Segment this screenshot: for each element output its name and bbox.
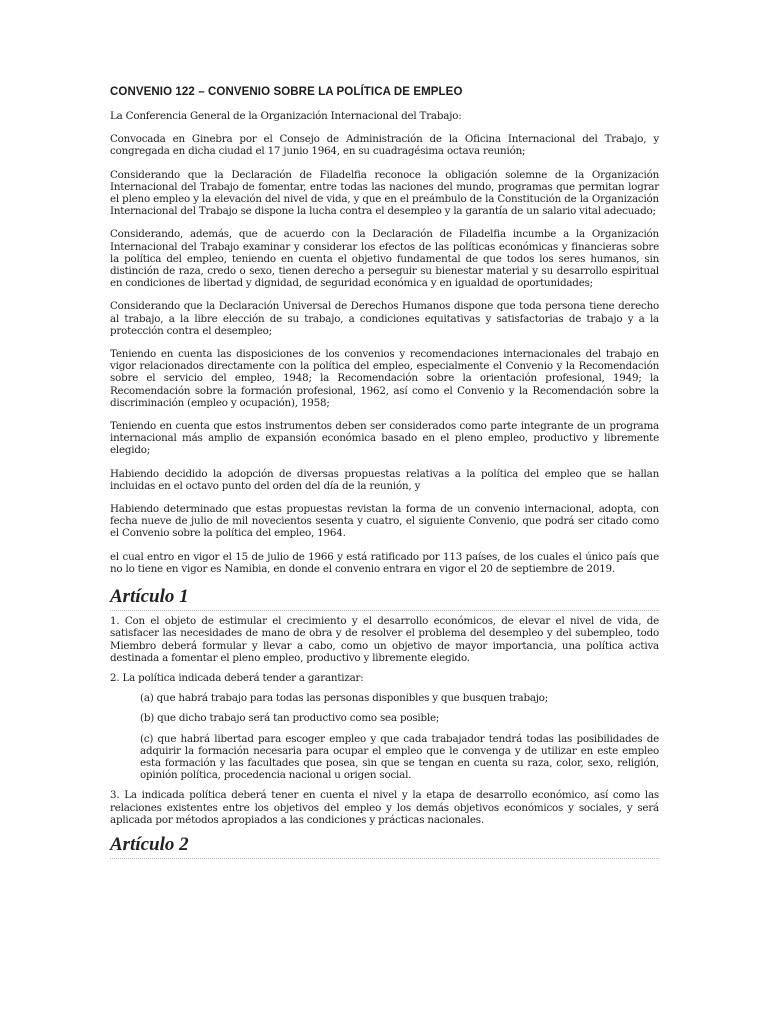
article-2-heading: Artículo 2 [110,834,659,859]
preamble-paragraph: Convocada en Ginebra por el Consejo de Administración de la Oficina Internacional del Trabajo, y congregada en dicha ciudad el 17 junio 1964, en su cuadragésima octava reunión; [110,133,659,158]
preamble-paragraph: La Conferencia General de la Organización Internacional del Trabajo: [110,110,462,122]
preamble-paragraph: Considerando que la Declaración de Filadelfia reconoce la obligación solemne de la Organización Internacional del Trabajo de fomentar, entre todas las naciones del mundo, programas que permitan lograr el pleno empleo y la elevación del nivel de vida, y que en el preámbulo de la Constitución de la Organización Internacional del Trabajo se dispone la lucha contra el desempleo y la garantía de un salario vital adecuado; [110,168,659,218]
article-1-paragraph-3: 3. La indicada política deberá tener en cuenta el nivel y la etapa de desarrollo económico, así como las relaciones existentes entre los objetivos del empleo y los demás objetivos económicos y sociales, y será aplicada por métodos apropiados a las condiciones y prácticas nacionales. [110,789,659,826]
article-1-paragraph-1: 1. Con el objeto de estimular el crecimiento y el desarrollo económicos, de elevar el nivel de vida, de satisfacer las necesidades de mano de obra y de resolver el problema del desempleo y del subempleo, todo Miembro deberá formular y llevar a cabo, como un objetivo de mayor importancia, una política activa destinada a fomentar el pleno empleo, productivo y libremente elegido. [110,615,659,664]
document-title: CONVENIO 122 – CONVENIO SOBRE LA POLÍTICA DE EMPLEO [110,86,463,98]
preamble-paragraph: Teniendo en cuenta las disposiciones de los convenios y recomendaciones internacionales del trabajo en vigor relacionados directamente con la política del empleo, especialmente el Convenio y la Recomendación sobre el servicio del empleo, 1948; la Recomendación sobre la orientación profesional, 1949; la Recomendación sobre la formación profesional, 1962, así como el Convenio y la Recomendación sobre la discriminación (empleo y ocupación), 1958; [110,348,659,409]
article-1-paragraph-2: 2. La política indicada deberá tender a garantizar: [110,671,364,684]
preamble-paragraph: Habiendo decidido la adopción de diversas propuestas relativas a la política del empleo que se hallan incluidas en el octavo punto del orden del día de la reunión, y [110,467,659,492]
preamble-paragraph: Teniendo en cuenta que estos instrumentos deben ser considerados como parte integrante de un programa internacional más amplio de expansión económica basado en el pleno empleo, productivo y libremente elegido; [110,420,659,457]
article-1-item-a: (a) que habrá trabajo para todas las personas disponibles y que busquen trabajo; [140,692,549,705]
preamble-paragraph: Considerando que la Declaración Universal de Derechos Humanos dispone que toda persona tiene derecho al trabajo, a la libre elección de su trabajo, a condiciones equitativas y satisfactorias de trabajo y a la protección contra el desempleo; [110,300,659,337]
preamble-paragraph: el cual entro en vigor el 15 de julio de 1966 y está ratificado por 113 países, de los cuales el único país que no lo tiene en vigor es Namibia, en donde el convenio entrara en vigor el 20 de septiembre de 2019. [110,550,659,575]
document-page [110,86,659,861]
article-1-heading: Artículo 1 [110,586,659,611]
preamble-paragraph: Considerando, además, que de acuerdo con la Declaración de Filadelfia incumbe a la Organización Internacional del Trabajo examinar y considerar los efectos de las políticas económicas y financieras sobre la política del empleo, teniendo en cuenta el objetivo fundamental de que todos los seres humanos, sin distinción de raza, credo o sexo, tienen derecho a perseguir su bienestar material y su desarrollo espiritual en condiciones de libertad y dignidad, de seguridad económica y en igualdad de oportunidades; [110,228,659,290]
article-1-item-b: (b) que dicho trabajo será tan productivo como sea posible; [140,712,440,725]
preamble-paragraph: Habiendo determinado que estas propuestas revistan la forma de un convenio internacional, adopta, con fecha nueve de julio de mil novecientos sesenta y cuatro, el siguiente Convenio, que podrá ser citado como el Convenio sobre la política del empleo, 1964. [110,503,659,540]
article-1-item-c: (c) que habrá libertad para escoger empleo y que cada trabajador tendrá todas las posibilidades de adquirir la formación necesaria para ocupar el empleo que le convenga y de utilizar en este empleo esta formación y las facultades que posea, sin que se tengan en cuenta su raza, color, sexo, religión, opinión política, procedencia nacional u origen social. [140,732,659,782]
